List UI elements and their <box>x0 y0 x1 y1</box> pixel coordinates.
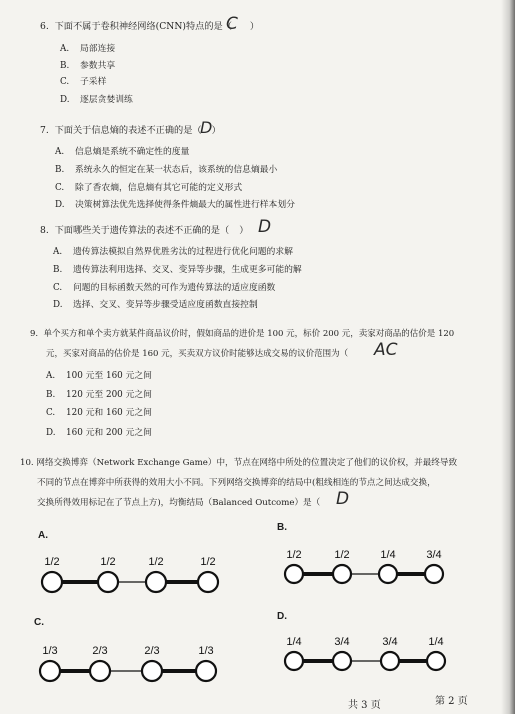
option-7b: B. 系统永久的恒定在某一状态后，该系统的信息熵最小 <box>55 165 278 175</box>
node-payoff-label: 3/4 <box>382 636 398 648</box>
node-payoff-label: 1/2 <box>200 556 216 568</box>
node-payoff-label: 2/3 <box>92 645 108 657</box>
graph-d-label: D. <box>277 611 287 622</box>
node-payoff-label: 3/4 <box>334 636 350 648</box>
node-payoff-label: 1/2 <box>100 556 116 568</box>
graph-node <box>425 565 443 583</box>
node-payoff-label: 1/2 <box>44 556 60 568</box>
option-7d: D. 决策树算法优先选择使得条件熵最大的属性进行样本划分 <box>55 200 295 210</box>
option-7a: A. 信息熵是系统不确定性的度量 <box>55 147 190 157</box>
graph-node <box>90 661 110 681</box>
option-6d: D. 逐层贪婪训练 <box>60 95 133 105</box>
node-payoff-label: 1/2 <box>334 549 350 561</box>
graph-node <box>285 652 303 670</box>
handwritten-answer-9: AC <box>374 340 398 360</box>
graph-b-label: B. <box>277 522 287 533</box>
node-payoff-label: 2/3 <box>144 645 160 657</box>
option-8c: C. 问题的目标函数天然的可作为遗传算法的适应度函数 <box>53 283 276 293</box>
graph-node <box>142 661 162 681</box>
question-9-stem-line1: 9. 单个买方和单个卖方就某件商品议价时，假如商品的进价是 100 元，标价 200 元，卖家对商品的估价是 120 <box>30 329 455 339</box>
network-graph-a <box>28 546 238 602</box>
question-10-stem-line2: 不同的节点在博弈中所获得的效用大小不同。下列网络交换博弈的结局中(粗线相连的节点之间达成交换， <box>37 478 436 488</box>
node-payoff-label: 3/4 <box>426 549 442 561</box>
graph-node <box>146 572 166 592</box>
option-7c: C. 除了香农熵，信息熵有其它可能的定义形式 <box>55 183 243 193</box>
option-9d: D. 160 元和 200 元之间 <box>46 428 152 438</box>
page-edge-shadow <box>501 0 515 714</box>
node-payoff-label: 1/4 <box>380 549 396 561</box>
graph-node <box>333 652 351 670</box>
option-6a: A. 局部连接 <box>60 44 116 54</box>
network-graph-c <box>30 635 240 691</box>
graph-node <box>381 652 399 670</box>
question-10-stem-line1: 10. 网络交换博弈（Network Exchange Game）中，节点在网络中所处的位置决定了他们的议价权，并最终导致 <box>20 458 458 468</box>
handwritten-answer-8: D <box>258 217 272 237</box>
option-9a: A. 100 元至 160 元之间 <box>46 371 152 381</box>
graph-node <box>427 652 445 670</box>
graph-node <box>40 661 60 681</box>
option-8b: B. 遗传算法利用选择、交叉、变异等步骤，生成更多可能的解 <box>53 265 302 275</box>
node-payoff-label: 1/4 <box>428 636 444 648</box>
graph-node <box>379 565 397 583</box>
question-9-stem-line2: 元，买家对商品的估价是 160 元，买卖双方议价时能够达成交易的议价范围为（ <box>46 349 349 359</box>
node-payoff-label: 1/4 <box>286 636 302 648</box>
node-payoff-label: 1/3 <box>42 645 58 657</box>
question-8-stem: 8. 下面哪些关于遗传算法的表述不正确的是（ ） <box>40 225 249 236</box>
page-total: 共 3 页 <box>348 700 381 711</box>
question-10-stem-line3: 交换所得效用标记在了节点上方)，均衡结局（Balanced Outcome）是（ <box>37 498 321 508</box>
graph-node <box>285 565 303 583</box>
question-6-stem: 6. 下面不属于卷积神经网络(CNN)特点的是（ ） <box>40 21 260 32</box>
graph-c-label: C. <box>34 617 44 628</box>
network-graph-b <box>270 540 470 596</box>
graph-node <box>198 572 218 592</box>
handwritten-answer-7: D <box>200 118 213 137</box>
node-payoff-label: 1/3 <box>198 645 214 657</box>
graph-node <box>42 572 62 592</box>
option-6b: B. 参数共享 <box>60 61 116 71</box>
option-6c: C. 子采样 <box>60 77 107 87</box>
graph-node <box>196 661 216 681</box>
node-payoff-label: 1/2 <box>148 556 164 568</box>
handwritten-answer-6: C <box>226 14 238 34</box>
graph-node <box>333 565 351 583</box>
option-9b: B. 120 元至 200 元之间 <box>46 390 152 400</box>
handwritten-answer-10: D <box>336 489 350 509</box>
option-9c: C. 120 元和 160 元之间 <box>46 408 152 418</box>
node-payoff-label: 1/2 <box>286 549 302 561</box>
option-8a: A. 遗传算法模拟自然界优胜劣汰的过程进行优化问题的求解 <box>53 247 293 257</box>
question-7-stem: 7. 下面关于信息熵的表述不正确的是（ ） <box>40 125 221 136</box>
option-8d: D. 选择、交叉、变异等步骤受适应度函数直接控制 <box>53 300 258 310</box>
graph-node <box>98 572 118 592</box>
page-number: 第 2 页 <box>435 696 468 707</box>
graph-a-label: A. <box>38 530 48 541</box>
network-graph-d <box>270 625 470 681</box>
